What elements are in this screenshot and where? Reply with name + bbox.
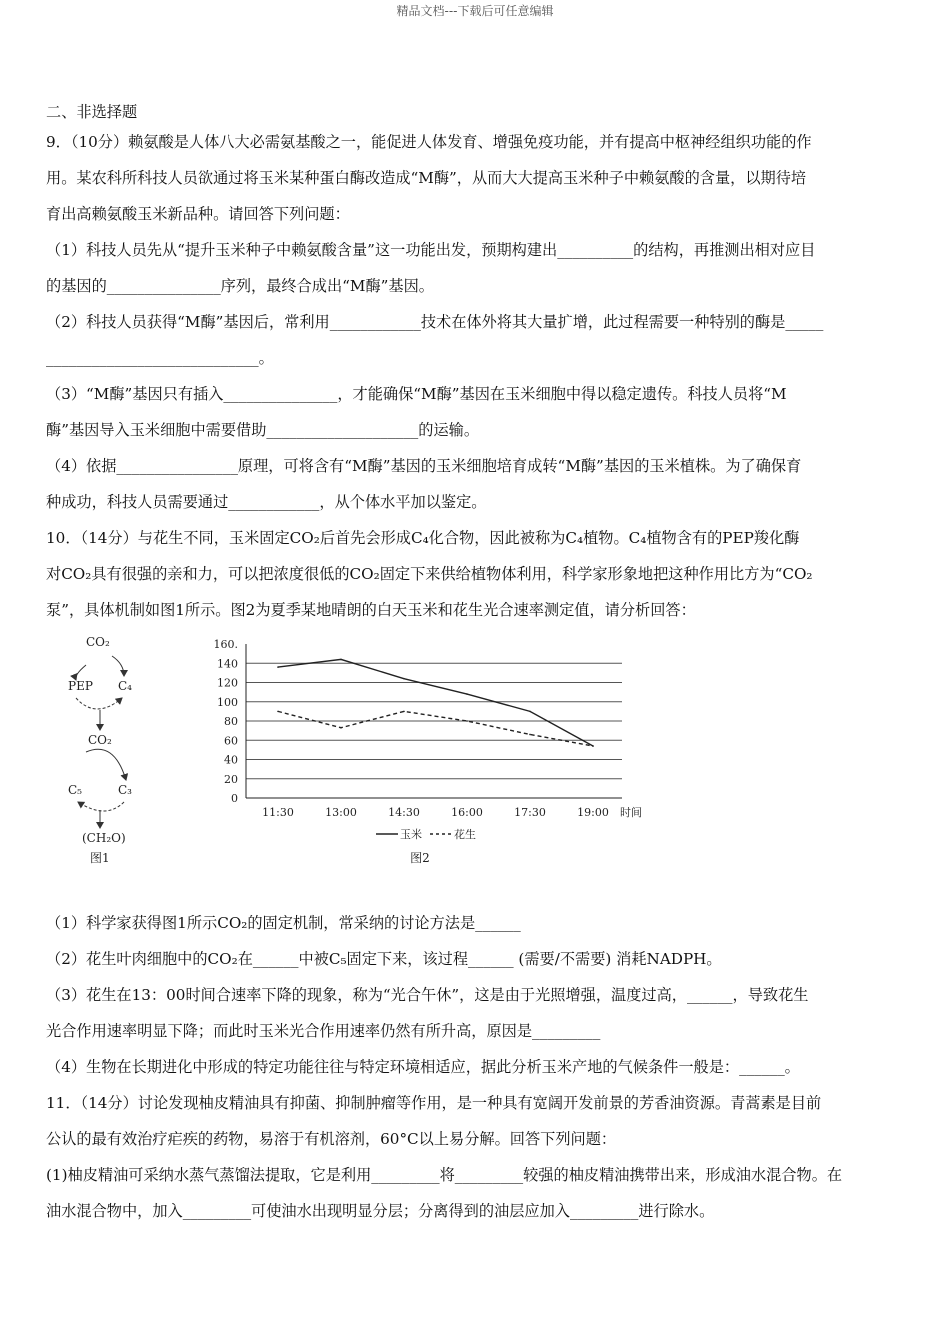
q9-line: ____________________________。	[46, 349, 274, 367]
fig1-arrow	[112, 656, 124, 676]
fig2-caption: 图2	[410, 851, 430, 865]
fig1-c3: C₃	[118, 783, 132, 797]
data-point	[277, 666, 279, 668]
q10-question: 光合作用速率明显下降；而此时玉米光合作用速率仍然有所升高，原因是_________	[46, 1022, 601, 1040]
y-tick-label: 140	[217, 657, 238, 671]
x-tick-label: 19:00	[577, 806, 609, 819]
y-tick-label: 60	[224, 734, 238, 748]
x-tick-label: 13:00	[325, 806, 357, 819]
series-line-玉米	[278, 659, 593, 746]
y-tick-label: 0	[231, 792, 238, 805]
document-body	[46, 100, 906, 628]
page-header: 精品文档---下载后可任意编辑	[396, 4, 554, 18]
y-tick-label: 160.	[213, 638, 238, 651]
data-point	[403, 678, 405, 680]
q10-line: 10．（14分）与花生不同，玉米固定CO₂后首先会形成C₄化合物，因此被称为C₄植物。C₄植物含有的PEP羧化酶	[46, 529, 800, 547]
fig2-chart	[214, 638, 643, 865]
fig1-arrow	[86, 749, 126, 780]
q9-line: 9．（10分）赖氨酸是人体八大必需氨基酸之一，能促进人体发育、增强免疫功能，并有提高中枢神经组织功能的作	[46, 133, 812, 151]
data-point	[529, 734, 531, 736]
fig1-ch2o: (CH₂O)	[82, 831, 126, 845]
fig1-arrow	[78, 802, 124, 811]
q9-line: 的基因的_______________序列，最终合成出“M酶”基因。	[46, 277, 434, 295]
q9-line: 酶”基因导入玉米细胞中需要借助____________________的运输。	[46, 421, 480, 439]
legend-label: 花生	[454, 828, 476, 841]
q9-line: 育出高赖氨酸玉米新品种。请回答下列问题：	[46, 205, 350, 223]
y-tick-label: 120	[217, 676, 238, 690]
y-tick-label: 40	[224, 753, 238, 767]
questions-after-figure	[46, 905, 906, 1229]
data-point	[277, 711, 279, 713]
q10-question: （4）生物在长期进化中形成的特定功能往往与特定环境相适应，据此分析玉米产地的气候条件一般是：______。	[46, 1058, 800, 1076]
q10-question: （3）花生在13：00时间合速率下降的现象，称为“光合午休”，这是由于光照增强，温度过高，______，导致花生	[46, 986, 809, 1004]
q10-line: 泵”，具体机制如图1所示。图2为夏季某地晴朗的白天玉米和花生光合速率测定值，请分析回答：	[46, 601, 696, 619]
fig1-c5: C₅	[68, 783, 82, 797]
q9-line: 用。某农科所科技人员欲通过将玉米某种蛋白酶改造成“M酶”，从而大大提高玉米种子中赖氨酸的含量，以期待培	[46, 169, 807, 187]
fig1-caption: 图1	[90, 851, 110, 865]
q11-line: 公认的最有效治疗疟疾的药物，易溶于有机溶剂，60°C以上易分解。回答下列问题：	[46, 1130, 617, 1148]
figure-svg	[46, 630, 906, 870]
fig1-diagram	[68, 635, 132, 865]
x-tick-label: 14:30	[388, 806, 420, 819]
q9-line: （3）“M酶”基因只有插入_______________，才能确保“M酶”基因在玉米细胞中得以稳定遗传。科技人员将“M	[46, 385, 787, 403]
y-tick-label: 20	[224, 772, 238, 786]
data-point	[466, 693, 468, 695]
x-axis-label: 时间	[620, 806, 642, 819]
series-line-花生	[278, 711, 593, 746]
x-tick-label: 11:30	[262, 806, 294, 819]
y-tick-label: 80	[224, 715, 238, 728]
y-tick-label: 100	[217, 695, 238, 709]
data-point	[340, 727, 342, 729]
data-point	[340, 659, 342, 661]
data-point	[466, 720, 468, 722]
x-tick-label: 16:00	[451, 806, 483, 819]
q9-line: （4）依据________________原理，可将含有“M酶”基因的玉米细胞培育成转“M酶”基因的玉米植株。为了确保育	[46, 457, 802, 475]
data-point	[403, 711, 405, 713]
data-point	[529, 711, 531, 713]
fig1-arrow	[76, 665, 86, 680]
section-title: 二、非选择题	[46, 103, 138, 121]
q10-question: （2）花生叶肉细胞中的CO₂在______中被C₅固定下来，该过程______ (需要/不需要) 消耗NADPH。	[46, 950, 722, 968]
fig1-co2-mid: CO₂	[88, 733, 112, 747]
fig1-c4: C₄	[118, 679, 132, 693]
q9-line: （1）科技人员先从“提升玉米种子中赖氨酸含量”这一功能出发，预期构建出__________的结构，再推测出相对应目	[46, 241, 816, 259]
x-tick-label: 17:30	[514, 806, 546, 819]
q11-line: 油水混合物中，加入_________可使油水出现明显分层；分离得到的油层应加入_________进行除水。	[46, 1202, 715, 1220]
q10-question: （1）科学家获得图1所示CO₂的固定机制，常采纳的讨论方法是______	[46, 914, 521, 932]
q9-line: 种成功，科技人员需要通过____________，从个体水平加以鉴定。	[46, 493, 487, 511]
figure-area	[46, 630, 906, 870]
q9-line: （2）科技人员获得“M酶”基因后，常利用____________技术在体外将其大量扩增，此过程需要一种特别的酶是_____	[46, 313, 824, 331]
q11-line: (1)柚皮精油可采纳水蒸气蒸馏法提取，它是利用_________将_________较强的柚皮精油携带出来，形成油水混合物。在	[46, 1166, 843, 1184]
fig1-co2-top: CO₂	[86, 635, 110, 649]
q11-line: 11．（14分）讨论发现柚皮精油具有抑菌、抑制肿瘤等作用，是一种具有宽阔开发前景的芳香油资源。青蒿素是目前	[46, 1094, 822, 1112]
fig1-arrow	[76, 698, 122, 709]
fig1-pep: PEP	[68, 679, 93, 693]
legend-label: 玉米	[400, 828, 422, 841]
q10-line: 对CO₂具有很强的亲和力，可以把浓度很低的CO₂固定下来供给植物体利用，科学家形象地把这种作用比方为“CO₂	[46, 565, 813, 583]
data-point	[592, 745, 594, 747]
